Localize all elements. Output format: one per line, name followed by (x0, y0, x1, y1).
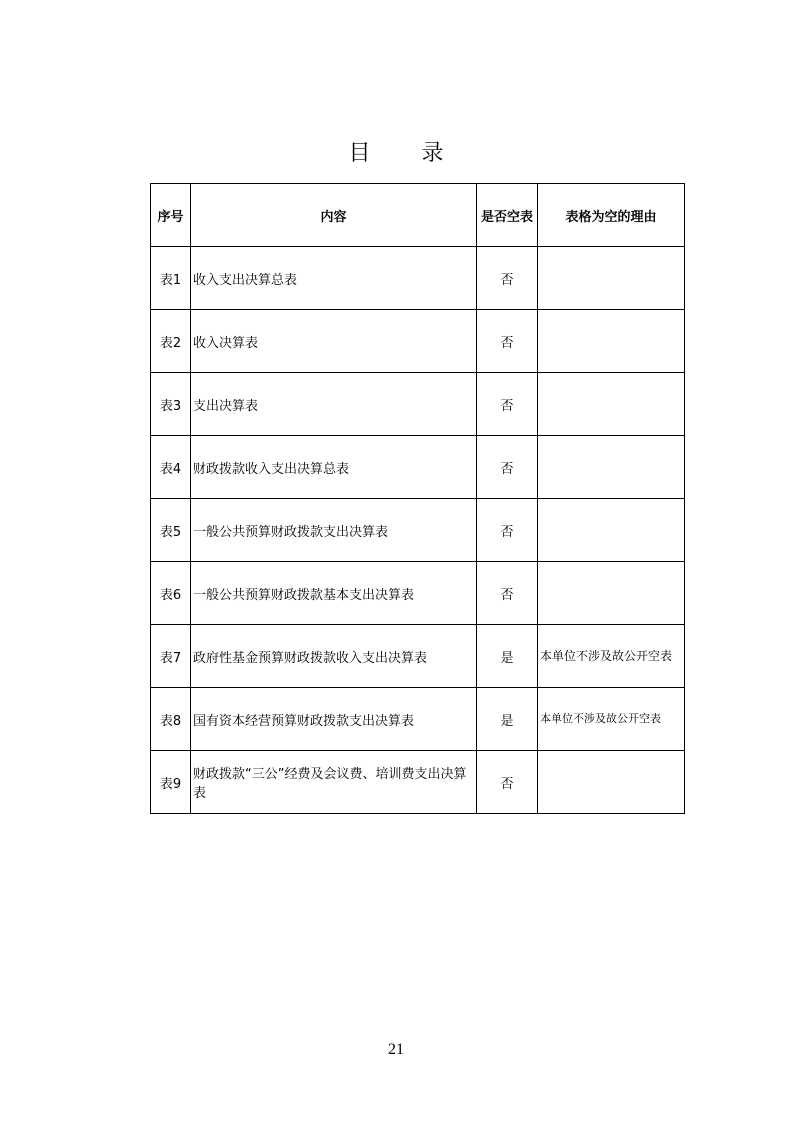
row-reason (538, 310, 685, 373)
row-reason (538, 562, 685, 625)
row-reason (538, 247, 685, 310)
row-reason (538, 436, 685, 499)
row-content: 收入决算表 (191, 310, 477, 373)
row-no: 表3 (151, 373, 191, 436)
table-row (151, 625, 685, 688)
page-number: 21 (388, 1041, 404, 1058)
row-no: 表7 (151, 625, 191, 688)
row-empty: 否 (477, 310, 538, 373)
table-header-row (151, 184, 685, 247)
row-empty: 否 (477, 247, 538, 310)
row-empty: 是 (477, 625, 538, 688)
row-empty: 是 (477, 688, 538, 751)
row-no: 表8 (151, 688, 191, 751)
table-row (151, 688, 685, 751)
row-no: 表4 (151, 436, 191, 499)
header-empty: 是否空表 (477, 184, 538, 247)
row-content: 财政拨款收入支出决算总表 (191, 436, 477, 499)
row-reason (538, 751, 685, 814)
table-row (151, 751, 685, 814)
row-reason (538, 373, 685, 436)
row-empty: 否 (477, 436, 538, 499)
table-row (151, 373, 685, 436)
row-content: 政府性基金预算财政拨款收入支出决算表 (191, 625, 477, 688)
row-no: 表9 (151, 751, 191, 814)
row-content: 一般公共预算财政拨款基本支出决算表 (191, 562, 477, 625)
row-content: 一般公共预算财政拨款支出决算表 (191, 499, 477, 562)
row-empty: 否 (477, 373, 538, 436)
row-reason (538, 499, 685, 562)
table-row (151, 247, 685, 310)
table-row (151, 562, 685, 625)
table-row (151, 310, 685, 373)
row-no: 表1 (151, 247, 191, 310)
header-no: 序号 (151, 184, 191, 247)
page-title: 目 录 (348, 141, 466, 166)
row-no: 表6 (151, 562, 191, 625)
row-empty: 否 (477, 562, 538, 625)
table-row (151, 499, 685, 562)
row-reason: 本单位不涉及故公开空表 (538, 625, 685, 688)
row-no: 表2 (151, 310, 191, 373)
row-content: 收入支出决算总表 (191, 247, 477, 310)
row-reason: 本单位不涉及故公开空表 (538, 688, 685, 751)
row-content: 支出决算表 (191, 373, 477, 436)
header-reason: 表格为空的理由 (538, 184, 685, 247)
header-content: 内容 (191, 184, 477, 247)
row-empty: 否 (477, 499, 538, 562)
toc-table (150, 183, 685, 814)
row-empty: 否 (477, 751, 538, 814)
row-content: 财政拨款“三公”经费及会议费、培训费支出决算表 (191, 751, 477, 814)
table-row (151, 436, 685, 499)
row-no: 表5 (151, 499, 191, 562)
row-content: 国有资本经营预算财政拨款支出决算表 (191, 688, 477, 751)
